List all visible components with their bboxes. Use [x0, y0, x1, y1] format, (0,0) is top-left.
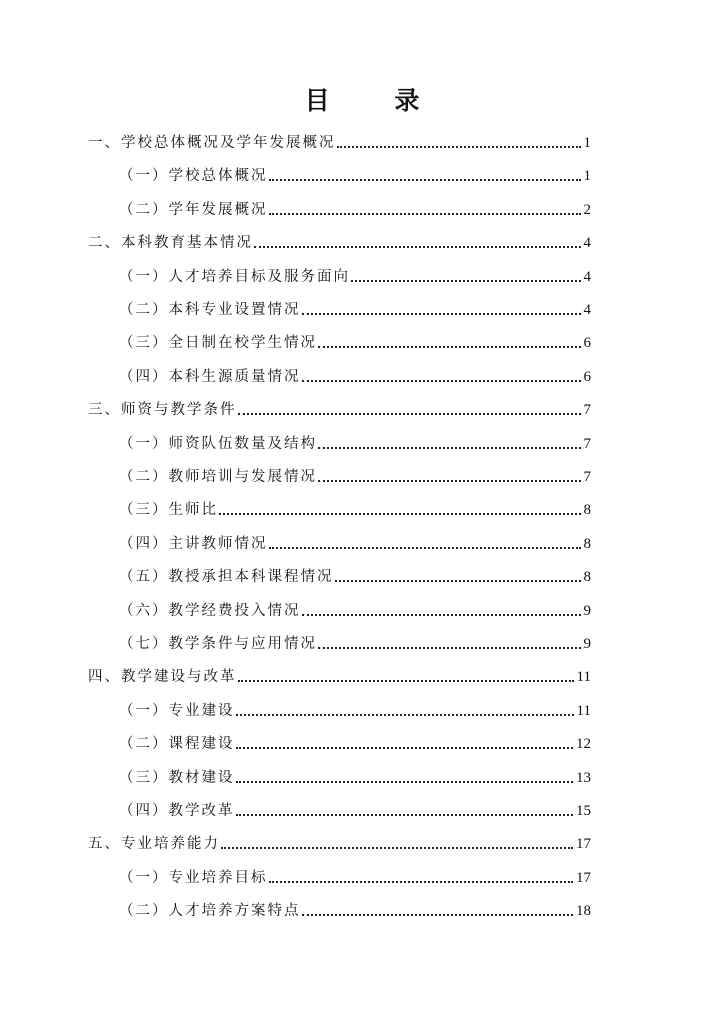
toc-page-number: 4	[583, 302, 591, 318]
toc-page-number: 7	[583, 469, 591, 485]
dot-leader	[302, 614, 581, 616]
toc-page-number: 8	[583, 569, 591, 586]
toc-section-entry[interactable]	[119, 790, 591, 820]
toc-page-number: 1	[583, 168, 591, 185]
dot-leader	[236, 814, 574, 816]
toc-page-number: 15	[576, 803, 591, 819]
toc-page-number: 6	[583, 368, 591, 385]
toc-section-entry[interactable]	[119, 189, 591, 219]
dot-leader	[337, 146, 581, 148]
toc-section-entry[interactable]	[119, 322, 591, 352]
dot-leader	[302, 313, 581, 315]
toc-page-number: 17	[576, 836, 591, 853]
dot-leader	[335, 580, 581, 582]
toc-section-entry[interactable]	[119, 456, 591, 486]
toc-entry-label: （二）课程建设	[119, 736, 235, 753]
toc-page-number: 11	[576, 702, 591, 719]
toc-page-number: 2	[583, 201, 591, 218]
dot-leader	[269, 881, 574, 883]
toc-entry-label: 一、学校总体概况及学年发展概况	[88, 135, 336, 151]
toc-section-entry[interactable]	[119, 623, 591, 653]
toc-entry-label: （五）教授承担本科课程情况	[119, 569, 334, 586]
toc-section-entry[interactable]	[119, 155, 591, 185]
dot-leader	[318, 480, 581, 482]
dot-leader	[269, 213, 581, 215]
toc-section-entry[interactable]	[119, 423, 591, 453]
toc-page-number: 9	[583, 602, 591, 619]
toc-entry-label: （六）教学经费投入情况	[119, 602, 301, 619]
toc-page-number: 4	[583, 268, 591, 285]
toc-section-entry[interactable]	[119, 489, 591, 519]
dot-leader	[236, 747, 574, 749]
toc-entry-label: （四）主讲教师情况	[119, 535, 268, 552]
toc-chapter-entry[interactable]	[88, 823, 591, 853]
toc-section-entry[interactable]	[119, 757, 591, 787]
toc-section-entry[interactable]	[119, 523, 591, 553]
toc-entry-label: 三、师资与教学条件	[88, 402, 237, 419]
dot-leader	[236, 781, 574, 783]
toc-page-number: 8	[583, 502, 591, 519]
dot-leader	[318, 346, 581, 348]
toc-page-number: 6	[583, 335, 591, 352]
toc-page-number: 1	[583, 135, 591, 151]
toc-entry-label: （一）师资队伍数量及结构	[119, 435, 317, 452]
toc-page-number: 7	[583, 402, 591, 419]
toc-chapter-entry[interactable]	[88, 122, 591, 152]
toc-section-entry[interactable]	[119, 556, 591, 586]
dot-leader	[351, 280, 581, 282]
toc-section-entry[interactable]	[119, 289, 591, 319]
toc-entry-label: 四、教学建设与改革	[88, 669, 237, 686]
toc-page-number: 9	[583, 636, 591, 652]
dot-leader	[238, 413, 581, 415]
toc-section-entry[interactable]	[119, 690, 591, 720]
toc-entry-label: （一）学校总体概况	[119, 168, 268, 185]
toc-entry-label: （一）人才培养目标及服务面向	[119, 268, 350, 285]
toc-page-number: 7	[583, 435, 591, 452]
dot-leader	[221, 847, 573, 849]
toc-section-entry[interactable]	[119, 590, 591, 620]
toc-page-number: 8	[583, 535, 591, 552]
toc-entry-label: （二）学年发展概况	[119, 201, 268, 218]
dot-leader	[318, 447, 581, 449]
toc-section-entry[interactable]	[119, 356, 591, 386]
toc-section-entry[interactable]	[119, 256, 591, 286]
toc-entry-label: （四）教学改革	[119, 803, 235, 819]
dot-leader	[254, 246, 581, 248]
toc-chapter-entry[interactable]	[88, 656, 591, 686]
toc-title: 目 录	[304, 86, 448, 115]
toc-entry-label: （一）专业培养目标	[119, 869, 268, 886]
toc-page-number: 18	[576, 903, 591, 920]
toc-entry-label: （二）教师培训与发展情况	[119, 469, 317, 485]
dot-leader	[269, 179, 581, 181]
toc-entry-label: （三）全日制在校学生情况	[119, 335, 317, 352]
toc-entry-label: （一）专业建设	[119, 702, 235, 719]
toc-section-entry[interactable]	[119, 723, 591, 753]
toc-section-entry[interactable]	[119, 890, 591, 920]
toc-entry-label: 五、专业培养能力	[88, 836, 220, 853]
dot-leader	[219, 513, 581, 515]
dot-leader	[302, 380, 581, 382]
toc-page-number: 17	[576, 869, 591, 886]
toc-entry-label: （三）教材建设	[119, 769, 235, 786]
toc-section-entry[interactable]	[119, 857, 591, 887]
toc-entry-label: （二）人才培养方案特点	[119, 903, 301, 920]
dot-leader	[236, 714, 574, 716]
toc-chapter-entry[interactable]	[88, 389, 591, 419]
toc-entry-label: （三）生师比	[119, 502, 218, 519]
toc-entry-label: （二）本科专业设置情况	[119, 302, 301, 318]
toc-entry-label: （四）本科生源质量情况	[119, 368, 301, 385]
toc-page-number: 4	[583, 235, 591, 252]
toc-entry-label: 二、本科教育基本情况	[88, 235, 253, 252]
dot-leader	[302, 914, 574, 916]
dot-leader	[238, 680, 574, 682]
toc-page-number: 11	[576, 669, 591, 686]
toc-page-number: 12	[576, 736, 591, 753]
toc-page-number: 13	[576, 769, 591, 786]
toc-chapter-entry[interactable]	[88, 222, 591, 252]
dot-leader	[269, 547, 581, 549]
dot-leader	[318, 647, 581, 649]
toc-entry-label: （七）教学条件与应用情况	[119, 636, 317, 652]
